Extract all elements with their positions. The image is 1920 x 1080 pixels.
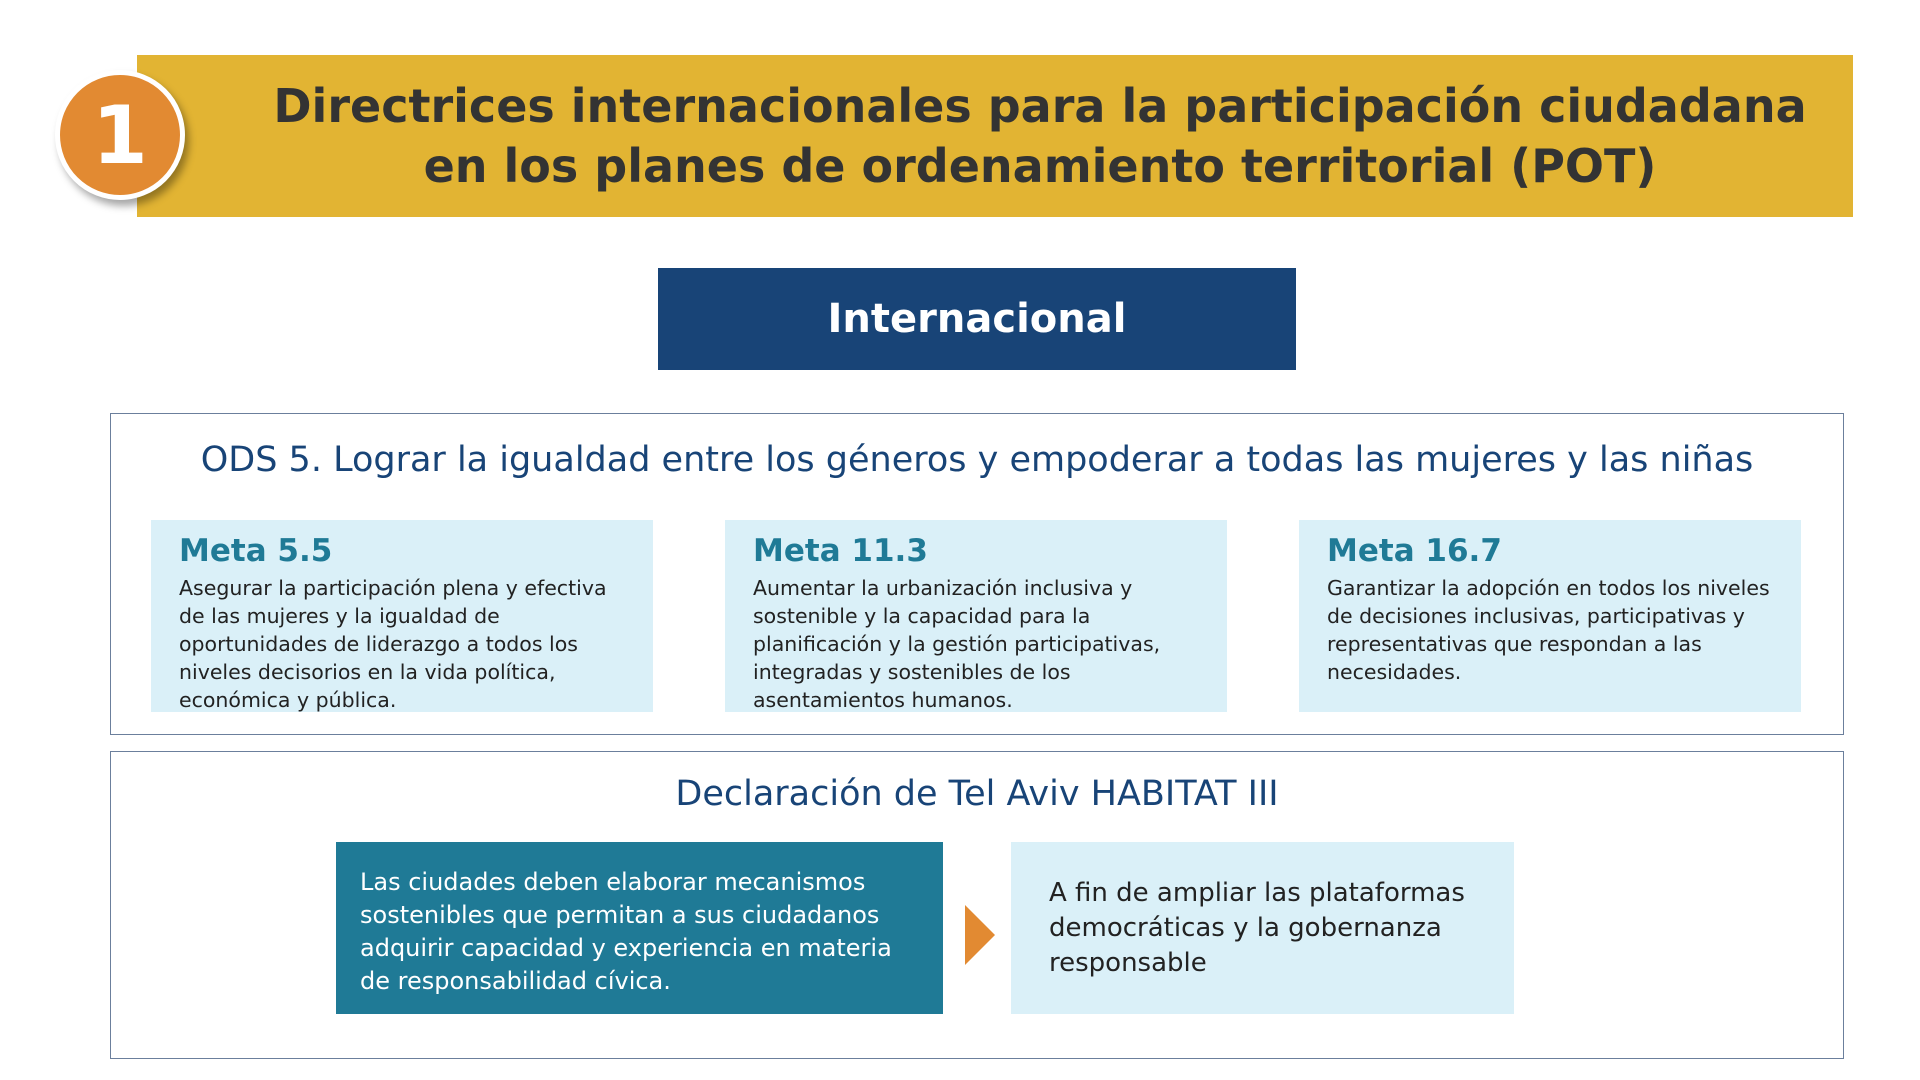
declaration-heading: Declaración de Tel Aviv HABITAT III: [675, 774, 1279, 814]
ods-panel: [110, 413, 1844, 735]
page-title-line-2: en los planes de ordenamiento territorial (POT): [423, 139, 1657, 193]
arrow-right-icon: [965, 905, 995, 965]
meta-description: Garantizar la adopción en todos los niveles de decisiones inclusivas, participativas y representativas que respondan a las necesidades.: [1327, 576, 1770, 684]
meta-card-16-7: [1299, 520, 1801, 712]
meta-title: Meta 5.5: [179, 533, 333, 569]
declaration-statement: Las ciudades deben elaborar mecanismos sostenibles que permitan a sus ciudadanos adquirir capacidad y experiencia en materia de responsabilidad cívica.: [336, 842, 943, 1014]
declaration-purpose-text: A fin de ampliar las plataformas democráticas y la gobernanza responsable: [1049, 877, 1465, 978]
meta-title: Meta 11.3: [753, 533, 928, 569]
declaration-purpose: [1011, 842, 1514, 1014]
declaration-panel: [110, 751, 1844, 1059]
meta-description: Asegurar la participación plena y efectiva de las mujeres y la igualdad de oportunidades de liderazgo a todos los niveles decisorios en la vida política, económica y pública.: [179, 576, 607, 712]
meta-title: Meta 16.7: [1327, 533, 1502, 569]
ods-heading: ODS 5. Lograr la igualdad entre los géneros y empoderar a todas las mujeres y las niñas: [200, 440, 1754, 480]
meta-card-11-3: [725, 520, 1227, 712]
section-label: Internacional: [658, 268, 1296, 370]
meta-card-5-5: [151, 520, 653, 712]
section-number-badge: 1: [55, 70, 185, 200]
title-banner: [137, 55, 1853, 217]
page-title-line-1: Directrices internacionales para la participación ciudadana: [273, 79, 1807, 133]
page-title: [240, 76, 1840, 196]
meta-description: Aumentar la urbanización inclusiva y sostenible y la capacidad para la planificación y la gestión participativas, integradas y sostenibles de los asentamientos humanos.: [753, 576, 1161, 712]
